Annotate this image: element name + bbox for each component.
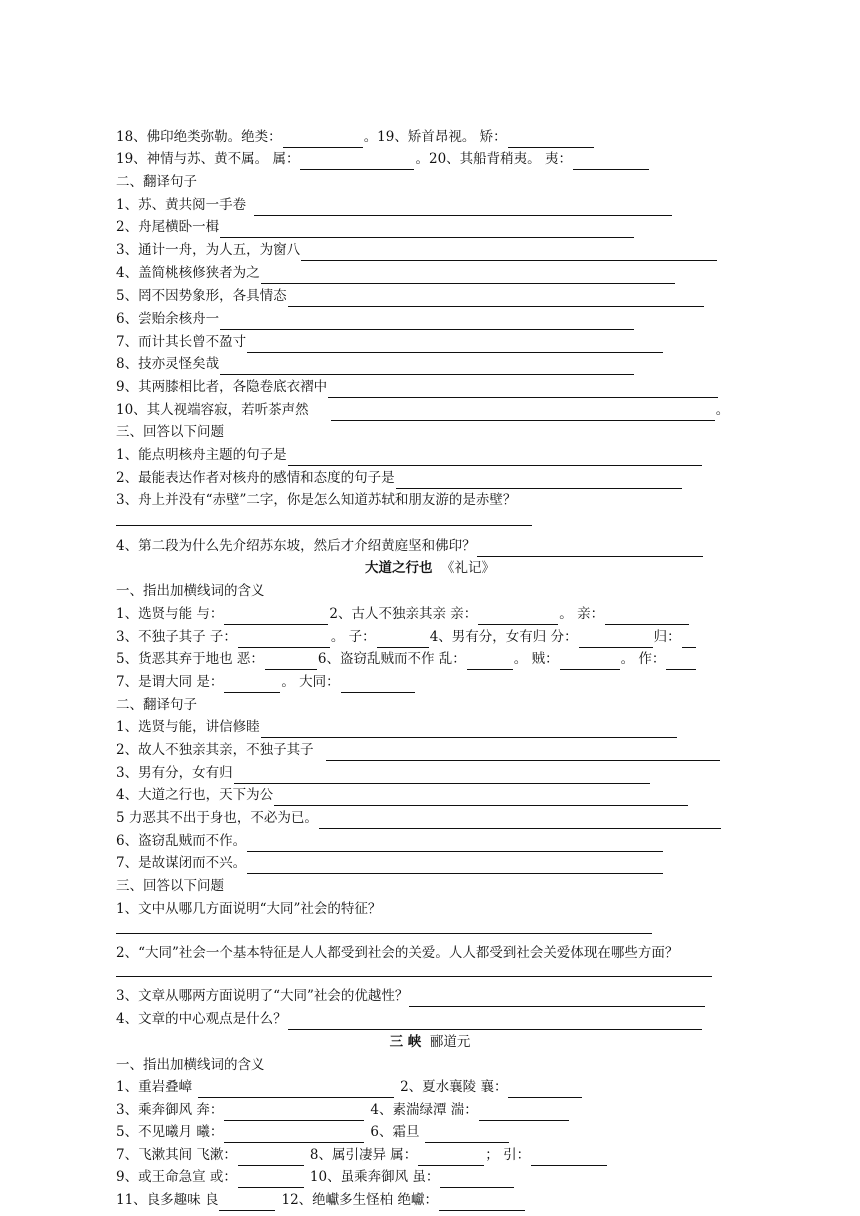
answer-blank[interactable] xyxy=(440,1171,514,1188)
s1-heading-questions: 三、回答以下问题 xyxy=(116,424,224,440)
s3-title: 三 峡 郦道元 xyxy=(389,1034,471,1050)
s1-translate-6: 6、尝贻余核舟一 xyxy=(116,308,635,330)
s2-heading-questions: 三、回答以下问题 xyxy=(116,878,224,894)
answer-line[interactable] xyxy=(116,525,532,526)
s2-heading-words: 一、指出加横线词的含义 xyxy=(116,583,265,599)
s1-question-3: 3、舟上并没有“赤壁”二字，你是怎么知道苏轼和朋友游的是赤壁？ xyxy=(116,492,517,508)
s2-question-4: 4、文章的中心观点是什么？ xyxy=(116,1008,703,1030)
answer-blank[interactable] xyxy=(396,472,682,489)
answer-blank[interactable] xyxy=(478,608,558,625)
answer-blank[interactable] xyxy=(224,608,328,625)
s1-translate-9: 9、其两膝相比者，各隐卷底衣褶中 xyxy=(116,376,719,398)
s1-translate-8: 8、技亦灵怪矣哉 xyxy=(116,353,635,375)
answer-blank[interactable] xyxy=(261,721,677,738)
s2-translate-3: 3、男有分，女有归 xyxy=(116,762,651,784)
answer-blank[interactable] xyxy=(247,835,663,852)
s1-question-4: 4、第二段为什么先介绍苏东坡，然后才介绍黄庭坚和佛印？ xyxy=(116,535,704,557)
answer-blank[interactable] xyxy=(265,653,317,670)
answer-blank[interactable] xyxy=(238,1149,304,1166)
answer-blank[interactable] xyxy=(220,221,634,238)
answer-blank[interactable] xyxy=(288,449,702,466)
answer-blank[interactable] xyxy=(198,1081,394,1098)
s2-question-1: 1、文中从哪几方面说明“大同”社会的特征？ xyxy=(116,901,382,917)
s2-translate-2: 2、故人不独亲其亲，不独子其子 xyxy=(116,739,721,761)
answer-blank[interactable] xyxy=(261,267,675,284)
s1-translate-7: 7、而计其长曾不盈寸 xyxy=(116,331,664,353)
answer-blank[interactable] xyxy=(579,631,653,648)
s3-word-line-4: 7、飞漱其间 飞漱： 8、属引凄异 属： ； 引： xyxy=(116,1144,608,1166)
answer-blank[interactable] xyxy=(439,1194,525,1211)
s1-heading-translate: 二、翻译句子 xyxy=(116,174,197,190)
s3-word-line-5: 9、或王命急宣 或： 10、虽乘奔御风 虽： xyxy=(116,1166,515,1188)
answer-blank[interactable] xyxy=(283,131,363,148)
answer-blank[interactable] xyxy=(331,404,715,421)
answer-blank[interactable] xyxy=(682,631,696,648)
answer-blank[interactable] xyxy=(247,857,663,874)
s3-author: 郦道元 xyxy=(429,1034,471,1050)
s1-translate-5: 5、罔不因势象形，各具情态 xyxy=(116,285,705,307)
s2-translate-5: 5 力恶其不出于身也，不必为已。 xyxy=(116,807,722,829)
answer-blank[interactable] xyxy=(531,1149,607,1166)
answer-blank[interactable] xyxy=(508,1081,582,1098)
answer-blank[interactable] xyxy=(560,653,620,670)
answer-blank[interactable] xyxy=(247,336,663,353)
answer-blank[interactable] xyxy=(238,1171,304,1188)
s1-translate-3: 3、通计一舟，为人五，为窗八 xyxy=(116,239,718,261)
s2-translate-1: 1、选贤与能，讲信修睦 xyxy=(116,716,678,738)
s2-word-line-2: 3、不独子其子 子： 。 子： 4、男有分，女有归 分： 归： xyxy=(116,626,697,648)
answer-blank[interactable] xyxy=(328,381,718,398)
s2-word-line-1: 1、选贤与能 与： 2、古人不独亲其亲 亲： 。 亲： xyxy=(116,603,690,625)
s3-word-line-6: 11、良多趣味 良 12、绝巘多生怪柏 绝巘： xyxy=(116,1189,526,1211)
s2-word-line-4: 7、是谓大同 是： 。 大同： xyxy=(116,671,416,693)
s1-word-line-19: 19、神情与苏、黄不属。 属： 。20、其船背稍夷。 夷： xyxy=(116,148,650,170)
s1-question-1: 1、能点明核舟主题的句子是 xyxy=(116,444,703,466)
answer-blank[interactable] xyxy=(666,653,696,670)
answer-blank[interactable] xyxy=(573,153,649,170)
answer-blank[interactable] xyxy=(300,153,414,170)
answer-blank[interactable] xyxy=(288,290,704,307)
answer-line[interactable] xyxy=(116,933,652,934)
answer-line[interactable] xyxy=(116,976,712,977)
answer-blank[interactable] xyxy=(220,358,634,375)
s1-translate-4: 4、盖简桃核修狭者为之 xyxy=(116,262,676,284)
s3-word-line-2: 3、乘奔御风 奔： 4、素湍绿潭 湍： xyxy=(116,1099,570,1121)
answer-blank[interactable] xyxy=(234,767,650,784)
s2-title: 大道之行也 《礼记》 xyxy=(364,560,496,576)
answer-blank[interactable] xyxy=(467,653,513,670)
s3-heading-words: 一、指出加横线词的含义 xyxy=(116,1057,265,1073)
s1-translate-1: 1、苏、黄共阅一手卷 xyxy=(116,194,673,216)
answer-blank[interactable] xyxy=(224,1126,364,1143)
answer-blank[interactable] xyxy=(409,990,705,1007)
answer-blank[interactable] xyxy=(418,1149,484,1166)
s3-word-line-3: 5、不见曦月 曦： 6、霜旦 xyxy=(116,1121,510,1143)
s2-translate-6: 6、盗窃乱贼而不作。 xyxy=(116,830,664,852)
answer-blank[interactable] xyxy=(238,631,330,648)
s2-question-2: 2、“大同”社会一个基本特征是人人都受到社会的关爱。人人都受到社会关爱体现在哪些方面？ xyxy=(116,945,679,961)
s1-word-line-18: 18、佛印绝类弥勒。绝类： 。19、矫首昂视。 矫： xyxy=(116,126,595,148)
answer-blank[interactable] xyxy=(477,540,703,557)
answer-blank[interactable] xyxy=(220,313,634,330)
s1-translate-10: 10、其人视端容寂，若听茶声然 。 xyxy=(116,399,729,421)
answer-blank[interactable] xyxy=(326,744,720,761)
answer-blank[interactable] xyxy=(479,1104,569,1121)
answer-blank[interactable] xyxy=(301,244,717,261)
answer-blank[interactable] xyxy=(425,1126,509,1143)
s2-translate-4: 4、大道之行也，天下为公 xyxy=(116,784,689,806)
s3-word-line-1: 1、重岩叠嶂 2、夏水襄陵 襄： xyxy=(116,1076,583,1098)
s2-word-line-3: 5、货恶其弃于地也 恶： 6、盗窃乱贼而不作 乱： 。 贼： 。 作： xyxy=(116,648,697,670)
answer-blank[interactable] xyxy=(288,1013,702,1030)
answer-blank[interactable] xyxy=(605,608,689,625)
answer-blank[interactable] xyxy=(377,631,429,648)
answer-blank[interactable] xyxy=(219,1194,275,1211)
s2-source: 《礼记》 xyxy=(441,560,496,576)
answer-blank[interactable] xyxy=(508,131,594,148)
s2-question-3: 3、文章从哪两方面说明了“大同”社会的优越性？ xyxy=(116,985,706,1007)
s1-translate-2: 2、舟尾横卧一楫 xyxy=(116,216,635,238)
s2-heading-translate: 二、翻译句子 xyxy=(116,697,197,713)
answer-blank[interactable] xyxy=(319,812,721,829)
s2-translate-7: 7、是故谋闭而不兴。 xyxy=(116,852,664,874)
answer-blank[interactable] xyxy=(341,676,415,693)
answer-blank[interactable] xyxy=(254,199,672,216)
s1-question-2: 2、最能表达作者对核舟的感情和态度的句子是 xyxy=(116,467,683,489)
answer-blank[interactable] xyxy=(274,789,688,806)
answer-blank[interactable] xyxy=(224,1104,364,1121)
answer-blank[interactable] xyxy=(224,676,280,693)
